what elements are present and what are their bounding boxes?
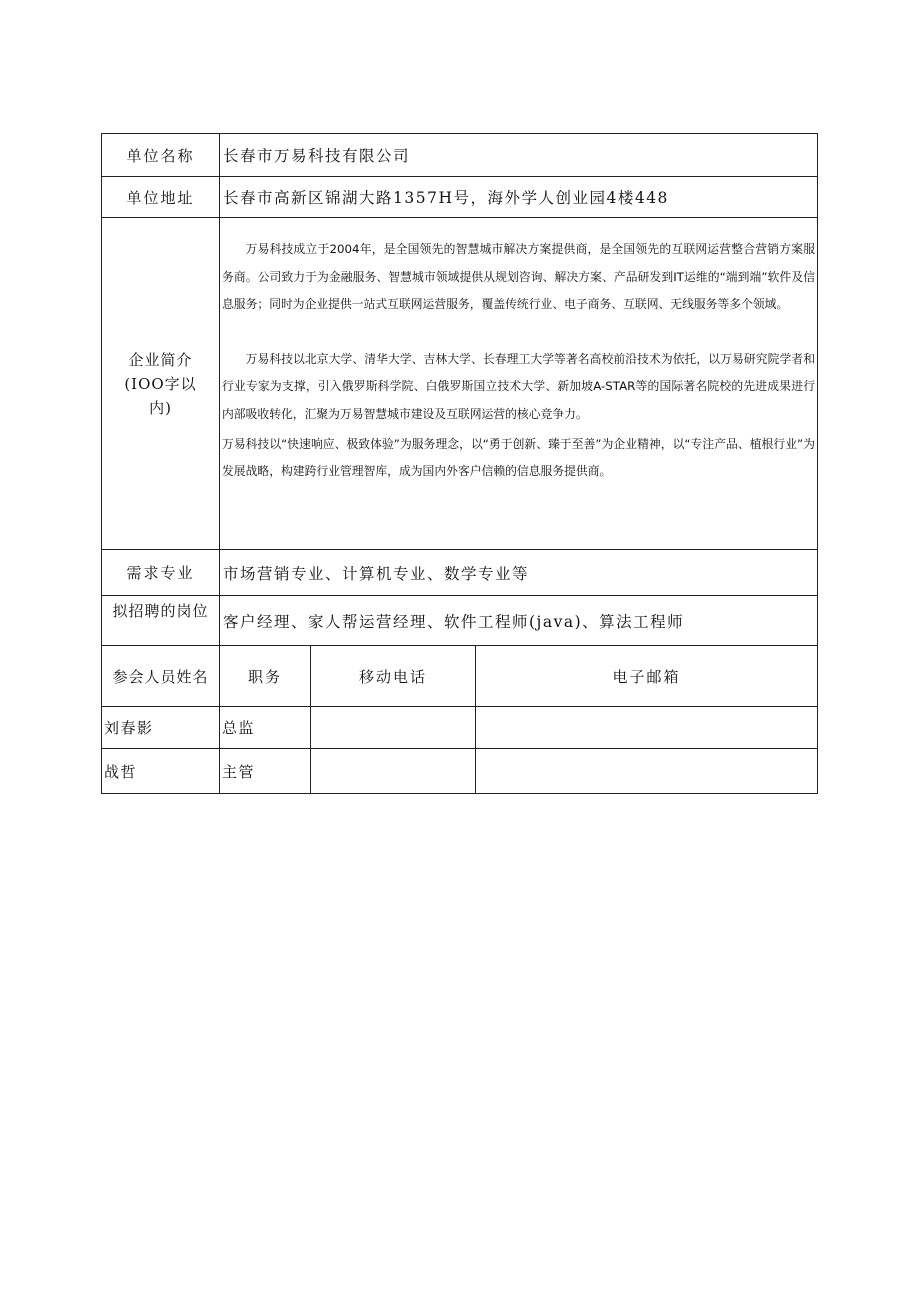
company-address-row bbox=[102, 177, 818, 218]
attendee-phone bbox=[311, 707, 476, 749]
majors-value: 市场营销专业、计算机专业、数学专业等 bbox=[220, 550, 818, 596]
positions-value: 客户经理、家人帮运营经理、软件工程师(java)、算法工程师 bbox=[220, 596, 818, 646]
attendee-row-2 bbox=[102, 749, 818, 794]
recruitment-form-table bbox=[101, 133, 818, 794]
attendee-title-header: 职务 bbox=[220, 646, 311, 707]
majors-row bbox=[102, 550, 818, 596]
attendee-email-header: 电子邮箱 bbox=[476, 646, 818, 707]
intro-label-line3: 内) bbox=[149, 398, 172, 417]
company-name-value: 长春市万易科技有限公司 bbox=[220, 134, 818, 177]
attendee-phone-header: 移动电话 bbox=[311, 646, 476, 707]
company-intro-row bbox=[102, 218, 818, 550]
attendee-email bbox=[476, 749, 818, 794]
attendee-phone bbox=[311, 749, 476, 794]
attendee-name: 战哲 bbox=[102, 749, 220, 794]
majors-label: 需求专业 bbox=[102, 550, 220, 596]
company-name-row bbox=[102, 134, 818, 177]
attendee-name: 刘春影 bbox=[102, 707, 220, 749]
attendee-row-1 bbox=[102, 707, 818, 749]
intro-paragraph-2: 万易科技以北京大学、清华大学、吉林大学、长春理工大学等著名高校前沿技术为依托，以万易研究院学者和行业专家为支撑，引入俄罗斯科学院、白俄罗斯国立技术大学、新加坡A-STAR等的国际著名院校的先进成果进行内部吸收转化，汇聚为万易智慧城市建设及互联网运营的核心竞争力。 bbox=[222, 351, 815, 421]
positions-label: 拟招聘的岗位 bbox=[102, 596, 220, 646]
attendee-title: 总监 bbox=[220, 707, 311, 749]
attendee-name-header: 参会人员姓名 bbox=[102, 646, 220, 707]
company-address-value: 长春市高新区锦湖大路1357H号，海外学人创业园4楼448 bbox=[220, 177, 818, 218]
intro-label-line1: 企业简介 bbox=[128, 350, 193, 369]
intro-label-line2: (IOO字以 bbox=[124, 374, 197, 393]
intro-paragraph-1: 万易科技成立于2004年，是全国领先的智慧城市解决方案提供商，是全国领先的互联网运营整合营销方案服务商。公司致力于为金融服务、智慧城市领域提供从规划咨询、解决方案、产品研发到IT运维的“端到端”软件及信息服务；同时为企业提供一站式互联网运营服务，覆盖传统行业、电子商务、互联网、无线服务等多个领域。 bbox=[222, 242, 815, 312]
intro-paragraph-3: 万易科技以“快速响应、极致体验”为服务理念，以“勇于创新、臻于至善”为企业精神，以“专注产品、植根行业”为发展战略，构建跨行业管理智库，成为国内外客户信赖的信息服务提供商。 bbox=[222, 436, 815, 479]
company-name-label: 单位名称 bbox=[102, 134, 220, 177]
positions-row bbox=[102, 596, 818, 646]
company-intro-text bbox=[220, 218, 818, 550]
company-intro-label bbox=[102, 218, 220, 550]
attendee-email bbox=[476, 707, 818, 749]
company-address-label: 单位地址 bbox=[102, 177, 220, 218]
attendees-header-row bbox=[102, 646, 818, 707]
attendee-title: 主管 bbox=[220, 749, 311, 794]
